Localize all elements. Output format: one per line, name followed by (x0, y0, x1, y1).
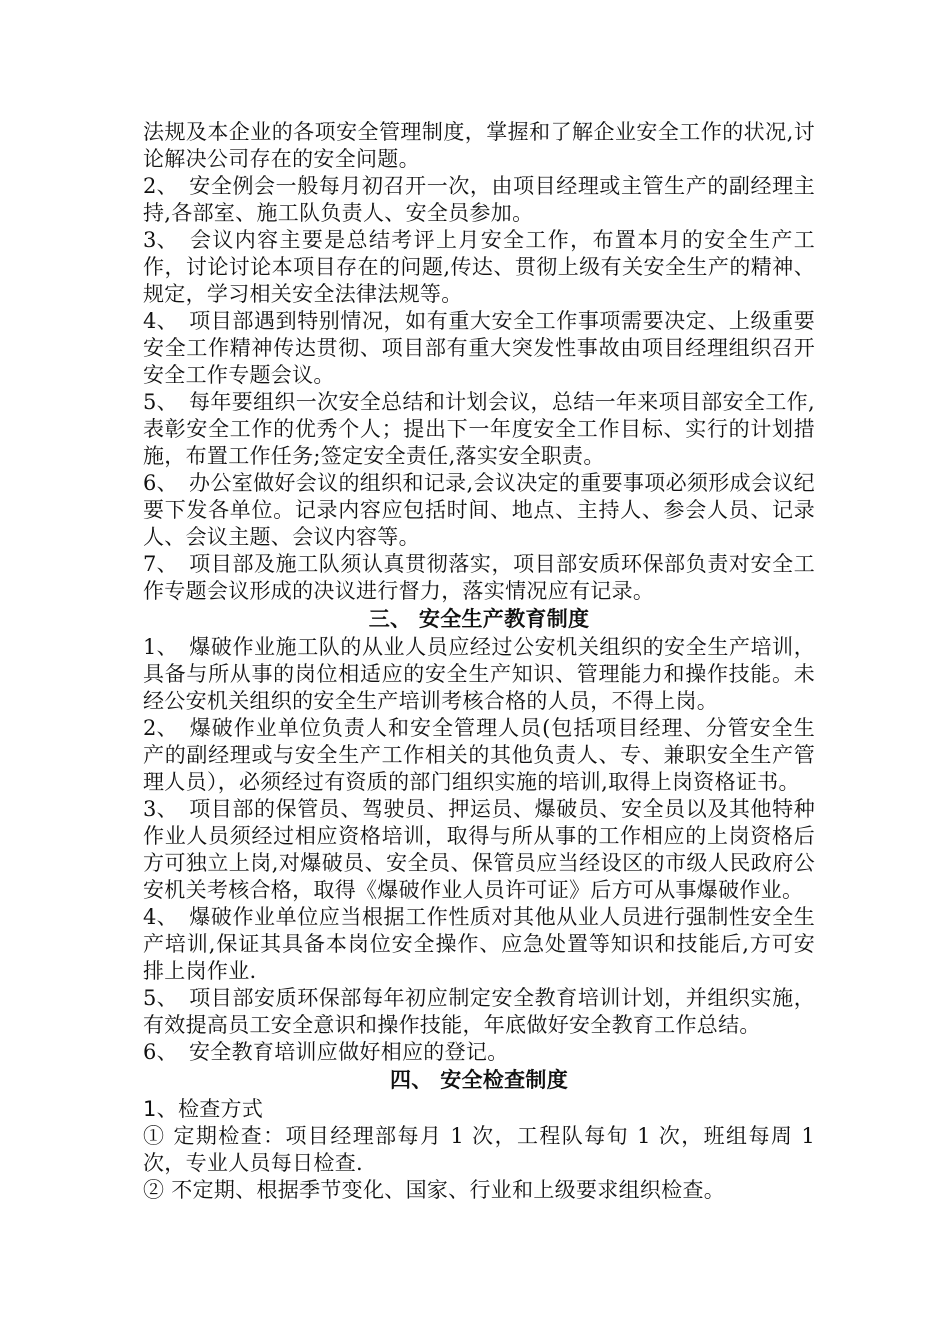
item-text: 项目部安质环保部每年初应制定安全教育培训计划，并组织实施，有效提高员工安全意识和操作技能，年底做好安全教育工作总结。 (143, 986, 815, 1037)
list-item (143, 1039, 815, 1066)
section3-list (143, 634, 815, 1066)
section4-heading: 四、 安全检查制度 (389, 1068, 568, 1092)
section4-list (143, 1123, 815, 1204)
list-item (143, 308, 815, 389)
item-text: ② 不定期、根据季节变化、国家、行业和上级要求组织检查。 (143, 1178, 726, 1202)
item-number: 5、 (143, 390, 178, 414)
list-item (143, 173, 815, 227)
list-item (143, 634, 815, 715)
list-item (143, 1177, 815, 1204)
item-number: 5、 (143, 986, 178, 1010)
item-text: 项目部及施工队须认真贯彻落实，项目部安质环保部负责对安全工作专题会议形成的决议进行督力，落实情况应有记录。 (143, 552, 815, 603)
item-text: 安全例会一般每月初召开一次，由项目经理或主管生产的副经理主持,各部室、施工队负责人、安全员参加。 (143, 174, 815, 225)
item-text: 爆破作业单位负责人和安全管理人员(包括项目经理、分管安全生产的副经理或与安全生产工作相关的其他负责人、专、兼职安全生产管理人员），必须经过有资质的部门组织实施的培训,取得上岗资格证书。 (143, 716, 815, 794)
item-text: 项目部遇到特别情况，如有重大安全工作事项需要决定、上级重要安全工作精神传达贯彻、项目部有重大突发性事故由项目经理组织召开安全工作专题会议。 (143, 309, 815, 387)
item-number: 6、 (143, 471, 178, 495)
list-item (143, 904, 815, 985)
document-page (143, 119, 815, 1204)
list-item (143, 796, 815, 904)
list-item (143, 470, 815, 551)
item-text: 安全教育培训应做好相应的登记。 (189, 1040, 509, 1064)
item-number: 6、 (143, 1040, 178, 1064)
section2-list (143, 173, 815, 605)
item-text: 每年要组织一次安全总结和计划会议，总结一年来项目部安全工作,表彰安全工作的优秀个人；提出下一年度安全工作目标、实行的计划措施，布置工作任务;签定安全责任,落实安全职责。 (143, 390, 815, 468)
list-item (143, 985, 815, 1039)
item-number: 3、 (143, 797, 178, 821)
item-number: 3、 (143, 228, 178, 252)
list-item (143, 715, 815, 796)
item-text: 项目部的保管员、驾驶员、押运员、爆破员、安全员以及其他特种作业人员须经过相应资格培训，取得与所从事的工作相应的上岗资格后方可独立上岗,对爆破员、安全员、保管员应当经设区的市级人民政府公安机关考核合格，取得《爆破作业人员许可证》后方可从事爆破作业。 (143, 797, 815, 902)
list-item (143, 1123, 815, 1177)
section4-subheading: 1、检查方式 (143, 1097, 264, 1121)
item-text: ① 定期检查：项目经理部每月 1 次，工程队每旬 1 次，班组每周 1 次，专业人员每日检查. (143, 1124, 815, 1175)
list-item (143, 227, 815, 308)
item-number: 2、 (143, 716, 178, 740)
list-item (143, 389, 815, 470)
list-item (143, 551, 815, 605)
item-number: 7、 (143, 552, 178, 576)
item-number: 1、 (143, 635, 178, 659)
item-number: 2、 (143, 174, 178, 198)
item-number: 4、 (143, 905, 178, 929)
item-text: 会议内容主要是总结考评上月安全工作，布置本月的安全生产工作，讨论讨论本项目存在的问题,传达、贯彻上级有关安全生产的精神、规定，学习相关安全法律法规等。 (143, 228, 815, 306)
section2-intro-paragraph: 法规及本企业的各项安全管理制度，掌握和了解企业安全工作的状况,讨论解决公司存在的安全问题。 (143, 120, 815, 171)
item-text: 办公室做好会议的组织和记录,会议决定的重要事项必须形成会议纪要下发各单位。记录内容应包括时间、地点、主持人、参会人员、记录人、会议主题、会议内容等。 (143, 471, 815, 549)
item-text: 爆破作业单位应当根据工作性质对其他从业人员进行强制性安全生产培训,保证其具备本岗位安全操作、应急处置等知识和技能后,方可安排上岗作业. (143, 905, 815, 983)
item-number: 4、 (143, 309, 178, 333)
item-text: 爆破作业施工队的从业人员应经过公安机关组织的安全生产培训，具备与所从事的岗位相适应的安全生产知识、管理能力和操作技能。未经公安机关组织的安全生产培训考核合格的人员，不得上岗。 (143, 635, 815, 713)
section3-heading: 三、 安全生产教育制度 (368, 607, 590, 631)
